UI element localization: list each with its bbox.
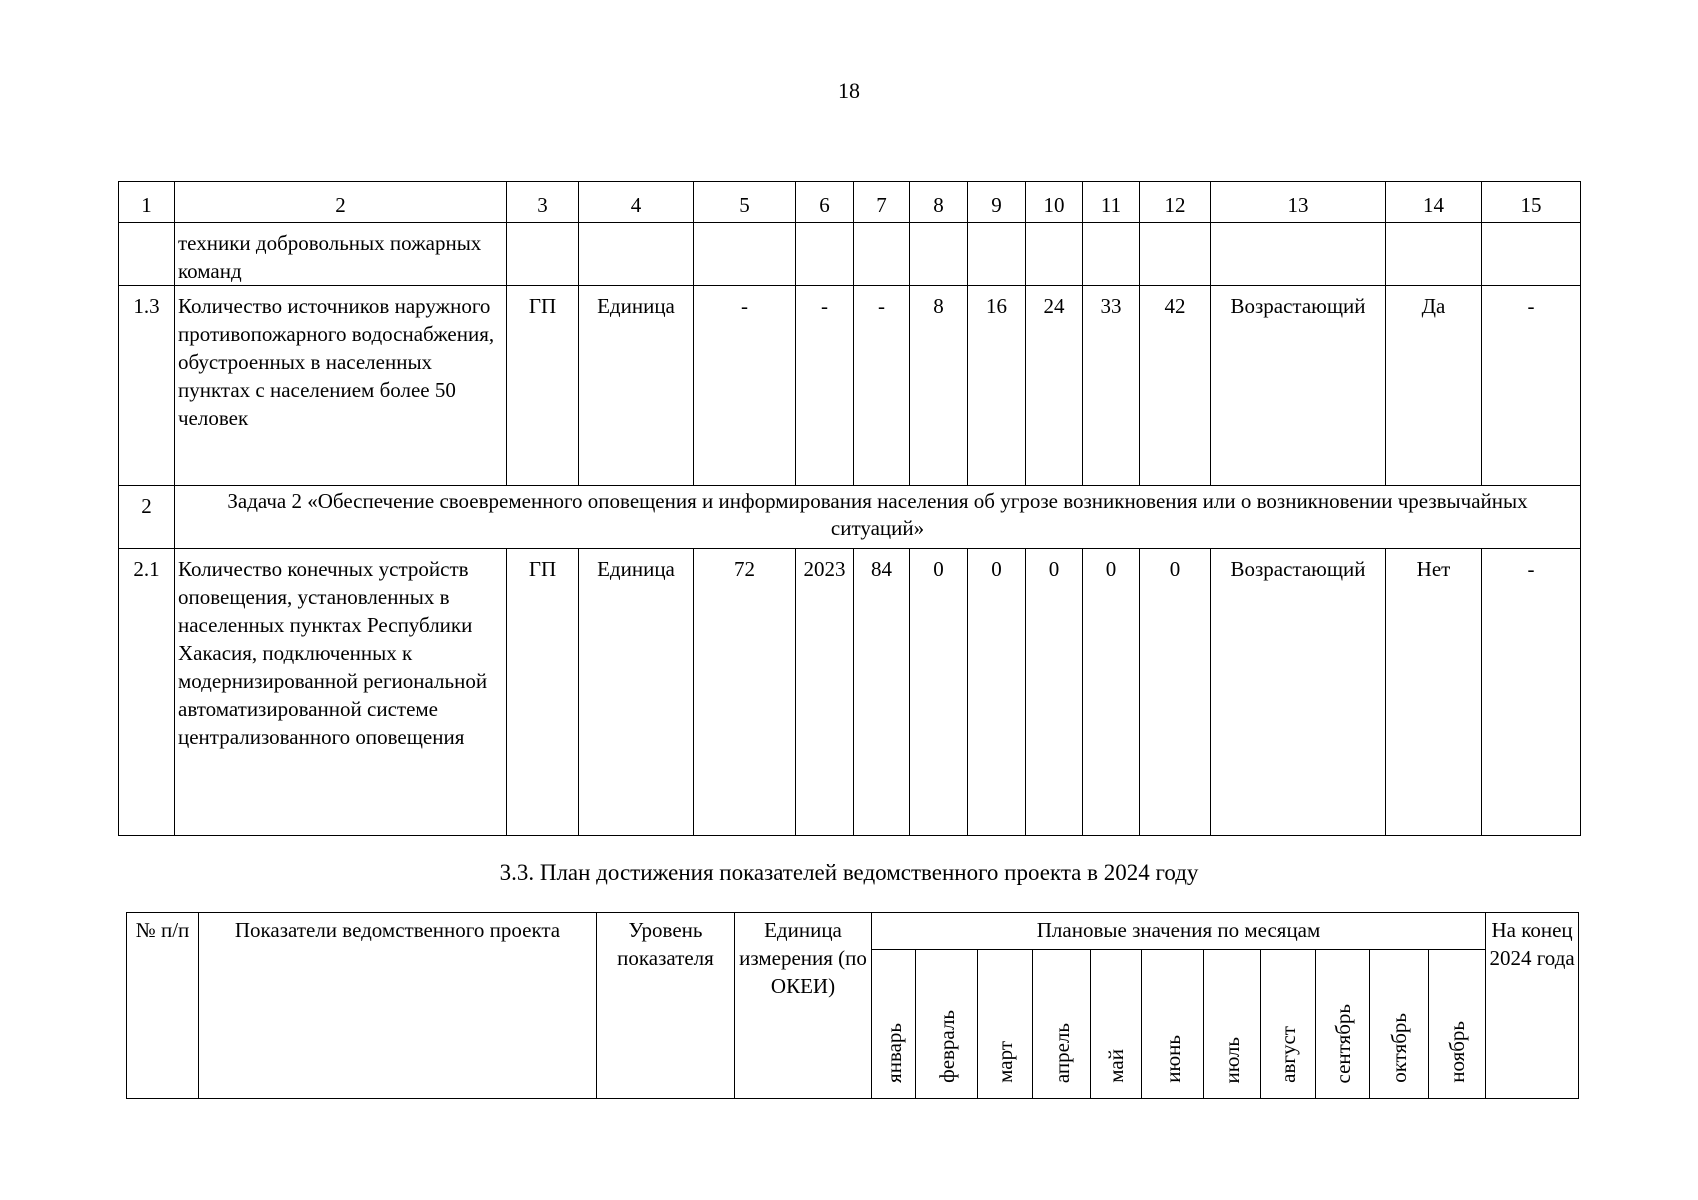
trend-value: Возрастающий: [1211, 549, 1386, 836]
task-title: Задача 2 «Обеспечение своевременного оповещения и информирования населения об угрозе возникновения или о возникновении чрезвычайных ситуаций»: [175, 486, 1581, 549]
cell-value: -: [1482, 286, 1581, 486]
header-monthly-plan: Плановые значения по месяцам: [872, 913, 1486, 950]
indicator-name: Количество источников наружного противопожарного водоснабжения, обустроенных в населенных пунктах с населением более 50 человек: [175, 286, 507, 486]
cell-value: 0: [968, 549, 1026, 836]
column-number: 8: [910, 182, 968, 223]
indicator-name: техники добровольных пожарных команд: [175, 223, 507, 286]
indicator-name: Количество конечных устройств оповещения, установленных в населенных пунктах Республики Хакасия, подключенных к модернизированной региональной автоматизированной системе централизованного оповещения: [175, 549, 507, 836]
indicator-level: ГП: [507, 549, 579, 836]
cell-value: Да: [1386, 286, 1482, 486]
month-header: август: [1261, 950, 1316, 1099]
header-year-end: На конец 2024 года: [1486, 913, 1579, 1099]
column-number: 15: [1482, 182, 1581, 223]
column-number: 9: [968, 182, 1026, 223]
task-row: [119, 486, 1581, 549]
month-header: ноябрь: [1429, 950, 1486, 1099]
header-indicators: Показатели ведомственного проекта: [199, 913, 597, 1099]
column-number: 11: [1083, 182, 1140, 223]
trend-value: Возрастающий: [1211, 286, 1386, 486]
column-number: 3: [507, 182, 579, 223]
column-number: 2: [175, 182, 507, 223]
month-header: сентябрь: [1316, 950, 1370, 1099]
table-row: [119, 549, 1581, 836]
cell-value: -: [1482, 549, 1581, 836]
indicators-table: [118, 181, 1581, 836]
row-number: 1.3: [119, 286, 175, 486]
cell-value: 24: [1026, 286, 1083, 486]
month-header: июнь: [1142, 950, 1204, 1099]
cell-value: -: [854, 286, 910, 486]
indicator-unit: Единица: [579, 286, 694, 486]
header-unit: Единица измерения (по ОКЕИ): [735, 913, 872, 1099]
cell-value: 84: [854, 549, 910, 836]
row-number: 2.1: [119, 549, 175, 836]
table-row: [119, 223, 1581, 286]
cell-value: 0: [1083, 549, 1140, 836]
month-header: январь: [872, 950, 916, 1099]
cell-value: 72: [694, 549, 796, 836]
cell-value: 33: [1083, 286, 1140, 486]
section-title: 3.3. План достижения показателей ведомственного проекта в 2024 году: [499, 860, 1199, 885]
month-header: март: [978, 950, 1033, 1099]
month-header: апрель: [1033, 950, 1091, 1099]
row-number: 2: [119, 486, 175, 549]
cell-value: -: [796, 286, 854, 486]
indicator-level: ГП: [507, 286, 579, 486]
column-number: 14: [1386, 182, 1482, 223]
column-number: 7: [854, 182, 910, 223]
cell-value: 2023: [796, 549, 854, 836]
plan-table: [126, 912, 1579, 1099]
table-row: [119, 286, 1581, 486]
column-number: 4: [579, 182, 694, 223]
column-number: 13: [1211, 182, 1386, 223]
cell-value: Нет: [1386, 549, 1482, 836]
table-header-row: [127, 913, 1579, 950]
month-header: февраль: [916, 950, 978, 1099]
column-number: 12: [1140, 182, 1211, 223]
cell-value: 42: [1140, 286, 1211, 486]
month-header: июль: [1204, 950, 1261, 1099]
column-number: 6: [796, 182, 854, 223]
column-number: 5: [694, 182, 796, 223]
month-header: май: [1091, 950, 1142, 1099]
cell-value: 8: [910, 286, 968, 486]
header-level: Уровень показателя: [597, 913, 735, 1099]
column-number-row: [119, 182, 1581, 223]
cell-value: 0: [910, 549, 968, 836]
indicator-unit: Единица: [579, 549, 694, 836]
cell-value: 16: [968, 286, 1026, 486]
month-header: октябрь: [1370, 950, 1429, 1099]
page-number: 18: [838, 78, 860, 103]
cell-value: 0: [1140, 549, 1211, 836]
cell-value: -: [694, 286, 796, 486]
cell-value: 0: [1026, 549, 1083, 836]
column-number: 1: [119, 182, 175, 223]
header-num: № п/п: [127, 913, 199, 1099]
column-number: 10: [1026, 182, 1083, 223]
